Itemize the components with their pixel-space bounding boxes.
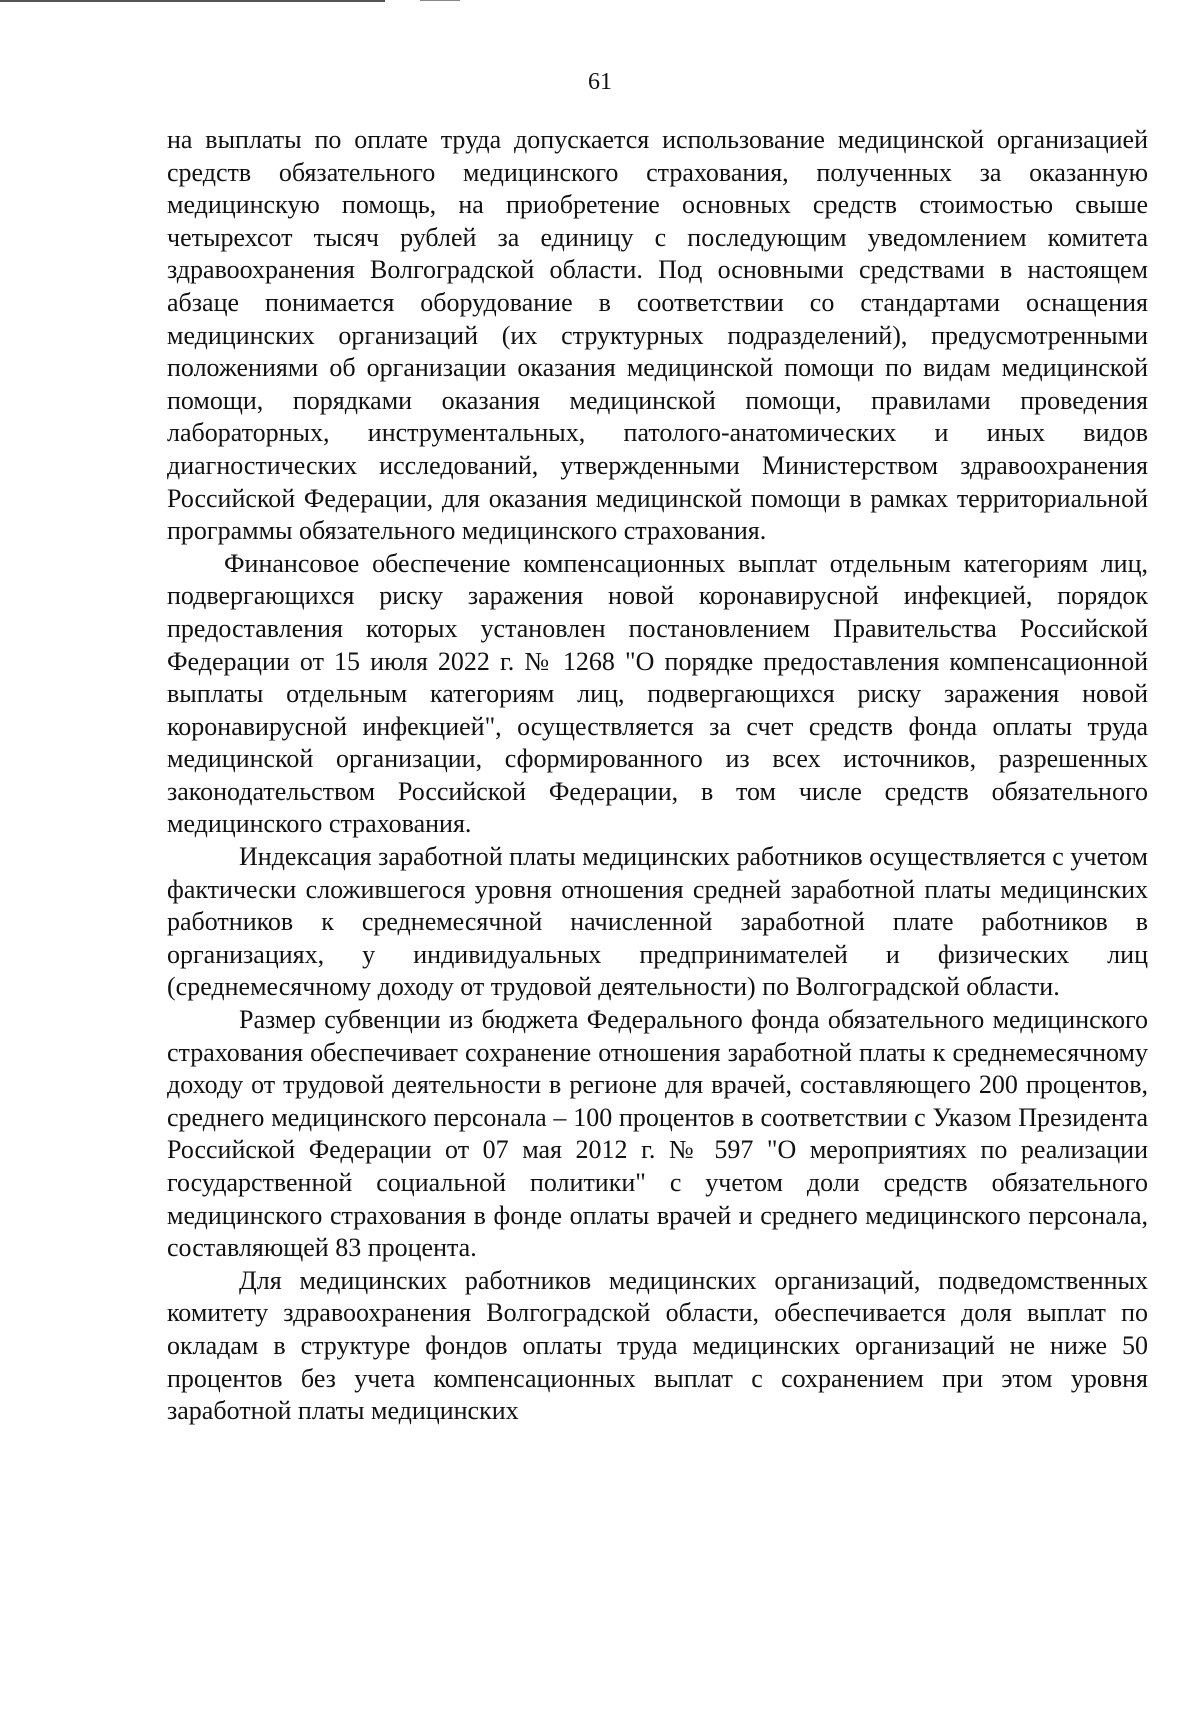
scan-edge-mark bbox=[420, 0, 460, 1]
paragraph-subvention-size: Размер субвенции из бюджета Федерального фонда обязательного медицинского страхования обеспечивает сохранение отношения заработной платы к среднемесячному доходу от трудовой деятельности в регионе для врачей, составляющего 200 процентов, среднего медицинского персонала – 100 процентов в соответствии с Указом Президента Российской Федерации от 07 мая 2012 г. № 597 "О мероприятиях по реализации государственной социальной политики" с учетом доли средств обязательного медицинского страхования в фонде оплаты врачей и среднего медицинского персонала, составляющей 83 процента. bbox=[167, 1005, 1148, 1263]
paragraph-salary-share: Для медицинских работников медицинских организаций, подведомственных комитету здравоохранения Волгоградской области, обеспечивается доля выплат по окладам в структуре фондов оплаты труда медицинских организаций не ниже 50 процентов без учета компенсационных выплат с сохранением при этом уровня заработной платы медицинских bbox=[167, 1265, 1148, 1426]
paragraph-compensation-payments: Финансовое обеспечение компенсационных выплат отдельным категориям лиц, подвергающихся риску заражения новой коронавирусной инфекцией, порядок предоставления которых установлен постановлением Правительства Российской Федерации от 15 июля 2022 г. № 1268 "О порядке предоставления компенсационной выплаты отдельным категориям лиц, подвергающихся риску заражения новой коронавирусной инфекцией", осуществляется за счет средств фонда оплаты труда медицинской организации, сформированного из всех источников, разрешенных законодательством Российской Федерации, в том числе средств обязательного медицинского страхования. bbox=[167, 548, 1148, 839]
scan-edge-mark bbox=[0, 0, 385, 2]
paragraph-salary-indexation: Индексация заработной платы медицинских работников осуществляется с учетом фактически сложившегося уровня отношения средней заработной платы медицинских работников к среднемесячной начисленной заработной плате работников в организациях, у индивидуальных предпринимателей и физических лиц (среднемесячному доходу от трудовой деятельности) по Волгоградской области. bbox=[167, 842, 1148, 1002]
paragraph-continuation: на выплаты по оплате труда допускается использование медицинской организацией средств обязательного медицинского страхования, полученных за оказанную медицинскую помощь, на приобретение основных средств стоимостью свыше четырехсот тысяч рублей за единицу с последующим уведомлением комитета здравоохранения Волгоградской области. Под основными средствами в настоящем абзаце понимается оборудование в соответствии со стандартами оснащения медицинских организаций (их структурных подразделений), предусмотренными положениями об организации оказания медицинской помощи по видам медицинской помощи, порядками оказания медицинской помощи, правилами проведения лабораторных, инструментальных, патолого-анатомических и иных видов диагностических исследований, утвержденными Министерством здравоохранения Российской Федерации, для оказания медицинской помощи в рамках территориальной программы обязательного медицинского страхования. bbox=[167, 125, 1148, 546]
document-body bbox=[167, 124, 1148, 1428]
page-number: 61 bbox=[588, 69, 612, 95]
